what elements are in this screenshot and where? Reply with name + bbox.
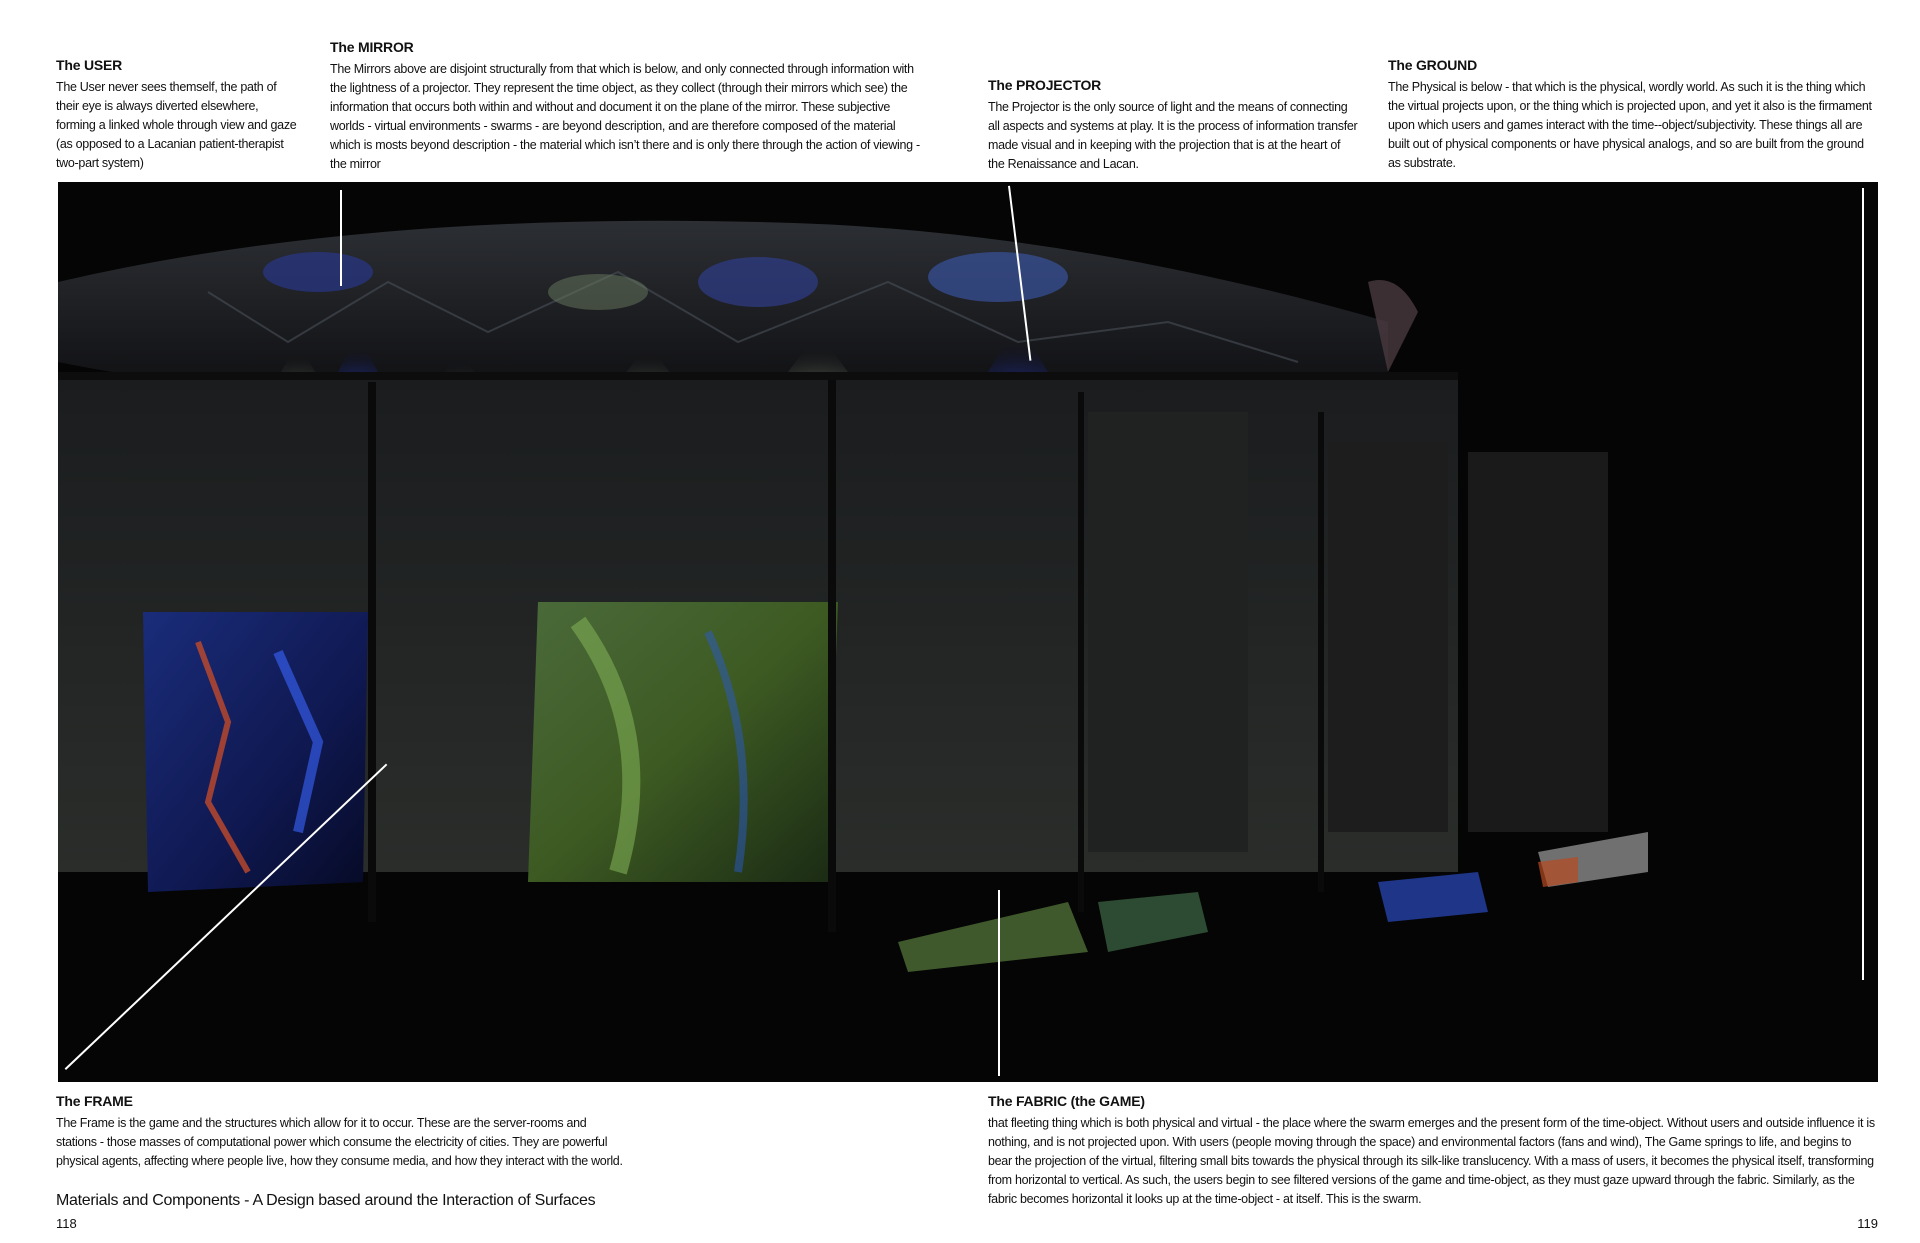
mirror-annotation (330, 38, 920, 174)
fabric-leader-line (998, 890, 1000, 1076)
fabric-text: that fleeting thing which is both physical and virtual - the place where the swarm emerges and the present form of the time-object. Without users and outside influence it is nothing, and is not projected upon. With users (people moving through the space) and environmental factors (fans and wind), The Game springs to life, and begins to bear the projection of the virtual, filtering small bits towards the physical through its silk-like translucency. With a mass of users, it becomes the physical itself, transforming from horizontal to vertical. As such, the users begin to see filtered versions of the game and time-object, as they must gaze upward through the fabric. Similarly, as the fabric becomes horizontal it looks up at the time-object - at itself. This is the swarm. (988, 1116, 1875, 1206)
installation-illustration (58, 182, 1878, 1082)
fabric-annotation (988, 1092, 1878, 1209)
frame-annotation (56, 1092, 626, 1171)
user-leader-line (340, 190, 342, 286)
projector-title: The PROJECTOR (988, 77, 1102, 93)
mirror-text: The Mirrors above are disjoint structurally from that which is below, and only connected through information with the lightness of a projector. They represent the time object, as they collect (through their mirrors which see) the information that occurs both within and without and document it on the plane of the mirror. These subjective worlds - virtual environments - swarms - are beyond description, and are therefore composed of the material which is mosts beyond description - the material which isn’t there and is only there through the action of viewing - the mirror (330, 62, 920, 171)
mirror-title: The MIRROR (330, 39, 414, 55)
ground-title: The GROUND (1388, 57, 1478, 73)
user-title: The USER (56, 57, 123, 73)
installation-photo (58, 182, 1878, 1082)
page-number-left: 118 (56, 1216, 77, 1231)
user-annotation (56, 56, 301, 173)
frame-text: The Frame is the game and the structures which allow for it to occur. These are the server-rooms and stations - those masses of computational power which consume the electricity of cities. They are powerful physical agents, affecting where people live, how they consume media, and how they interact with the world. (56, 1116, 623, 1168)
user-text: The User never sees themself, the path of their eye is always diverted elsewhere, forming a linked whole through view and gaze (as opposed to a Lacanian patient-therapist two-part system) (56, 80, 297, 170)
chapter-title: Materials and Components - A Design based around the Interaction of Surfaces (56, 1192, 596, 1209)
projector-annotation (988, 76, 1358, 174)
frame-title: The FRAME (56, 1093, 133, 1109)
ground-leader-line (1862, 188, 1864, 980)
ground-annotation (1388, 56, 1878, 173)
ground-text: The Physical is below - that which is the physical, wordly world. As such it is the thing which the virtual projects upon, or the thing which is projected upon, and yet it also is the firmament upon which users and games interact with the time--object/subjectivity. These things all are built out of physical components or have physical analogs, and so are built from the ground as substrate. (1388, 80, 1872, 170)
projector-text: The Projector is the only source of light and the means of connecting all aspects and systems at play. It is the process of information transfer made visual and in keeping with the projection that is at the heart of the Renaissance and Lacan. (988, 100, 1358, 171)
page-number-right: 119 (1857, 1216, 1878, 1231)
fabric-title: The FABRIC (the GAME) (988, 1093, 1145, 1109)
